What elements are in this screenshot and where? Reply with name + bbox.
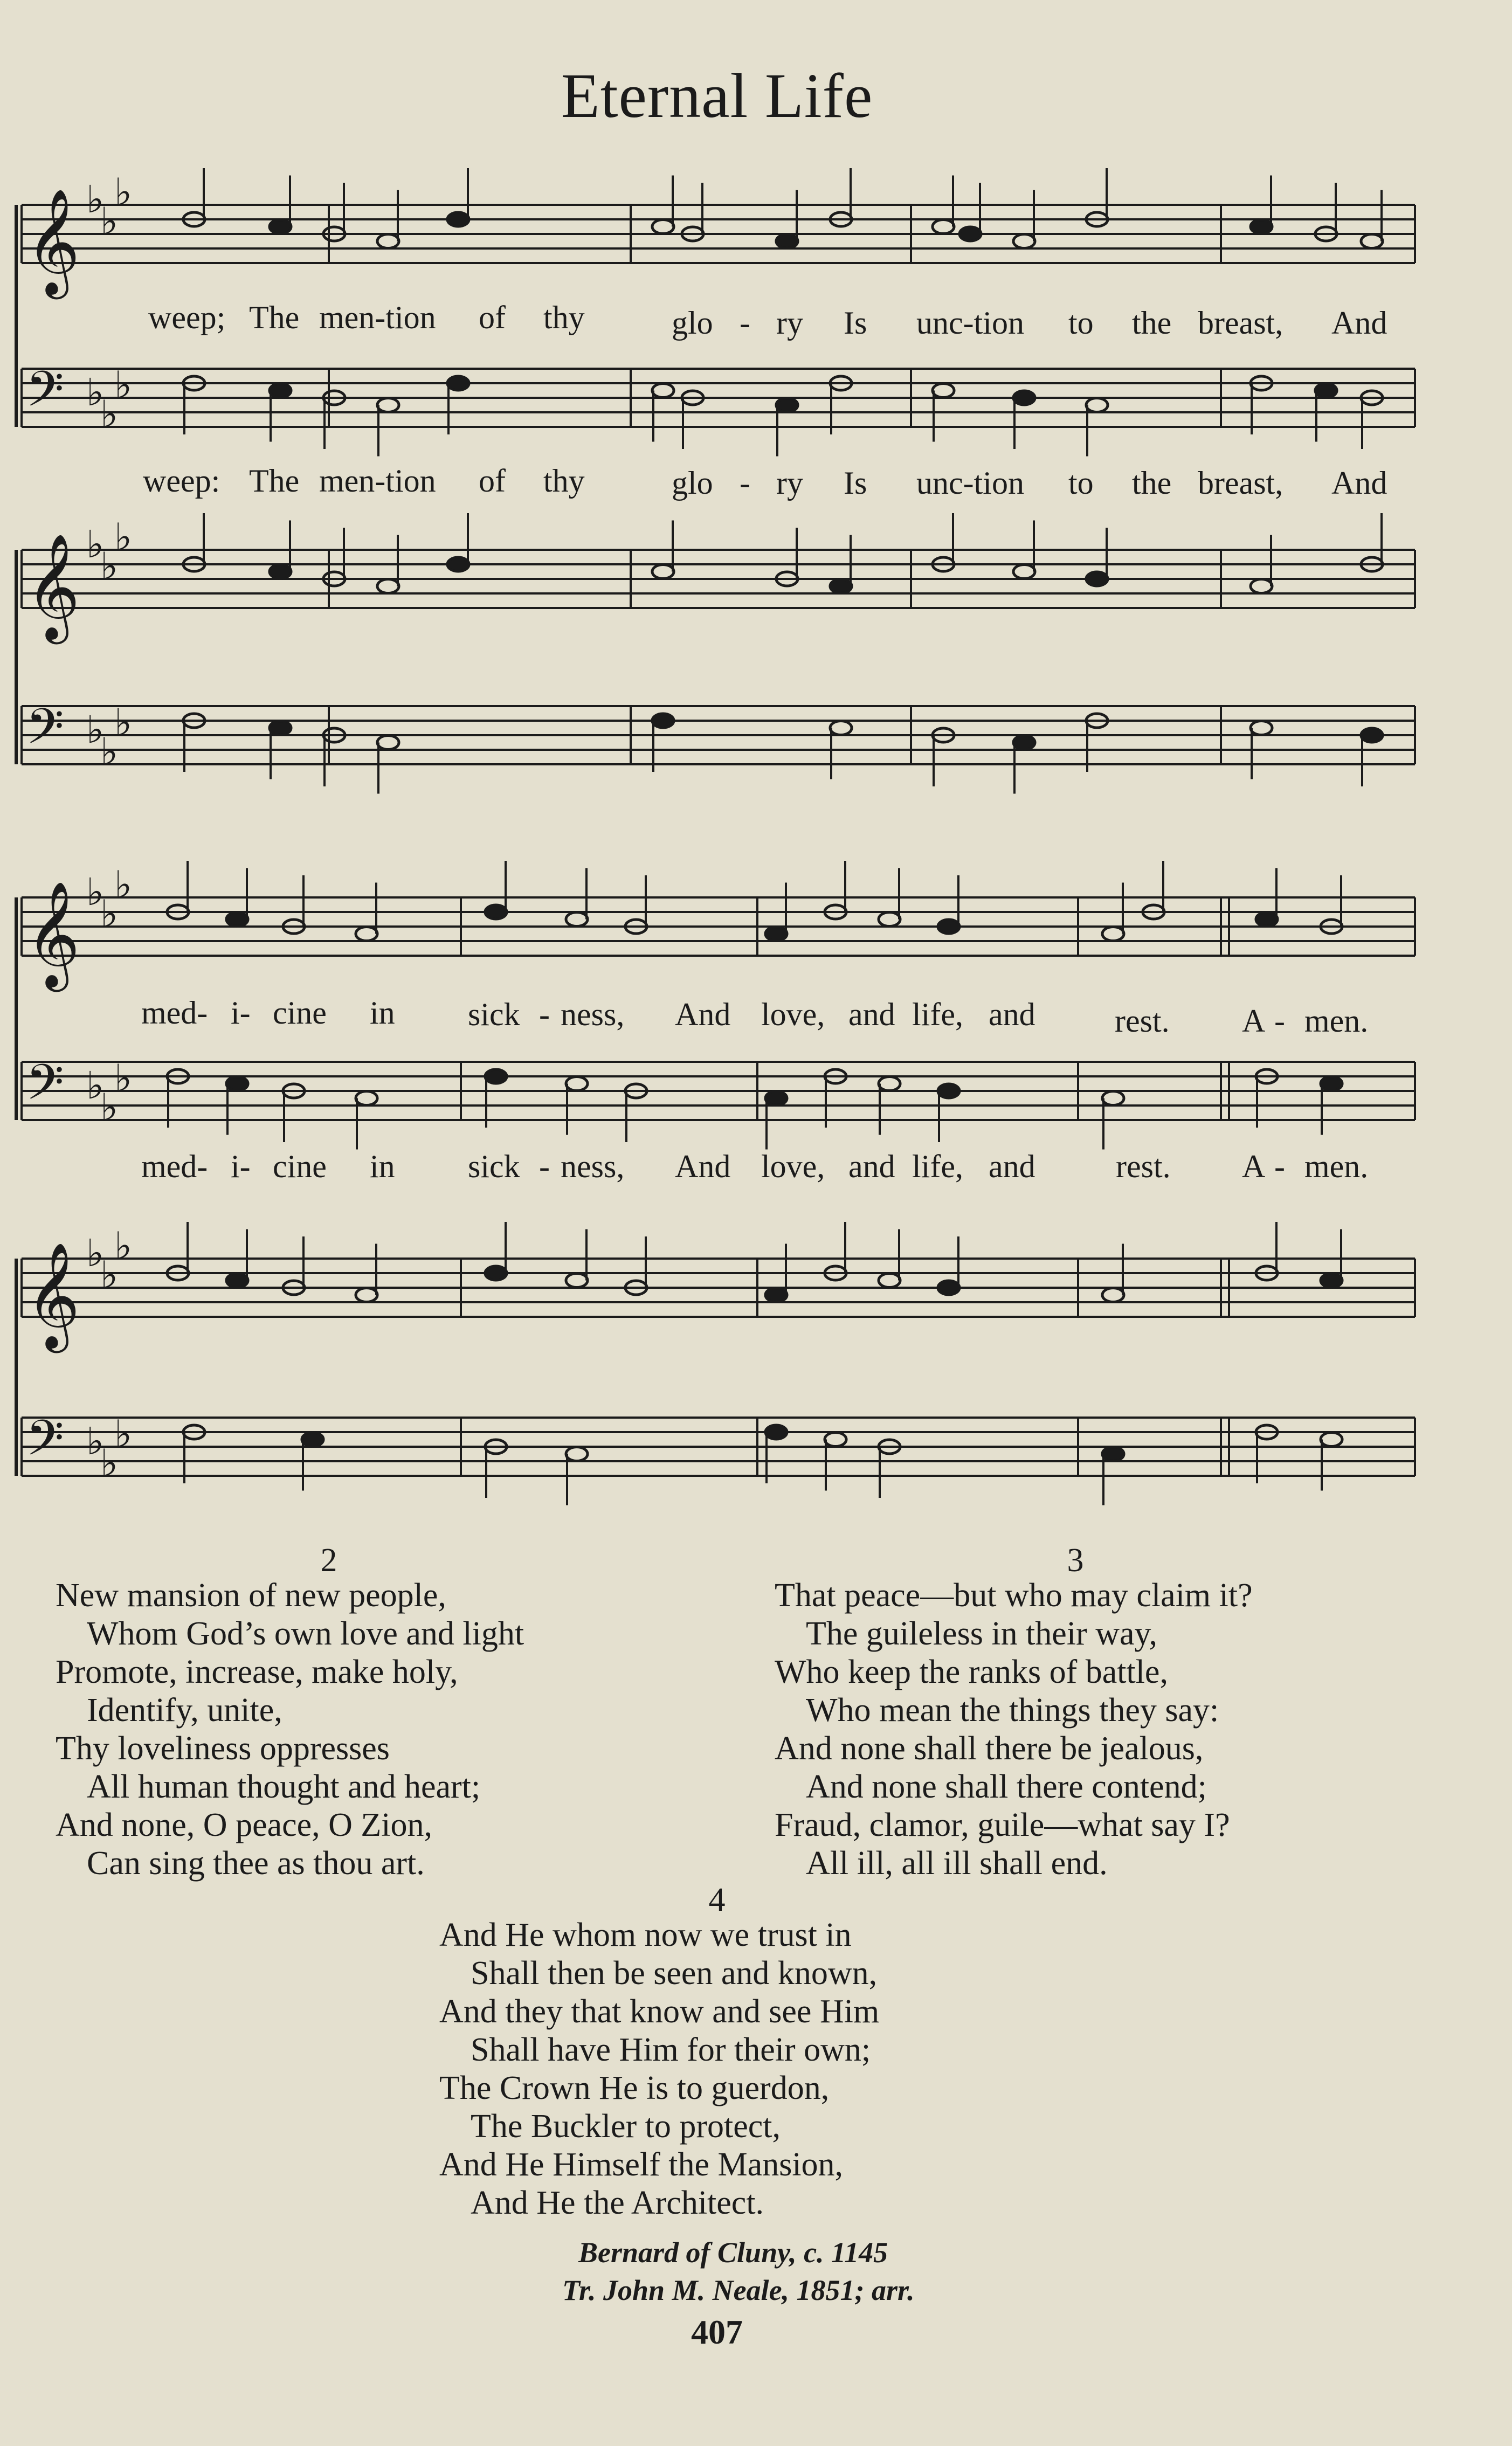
note-icon [377,234,399,248]
lyric-word: The [249,463,300,499]
note-icon [356,1288,377,1302]
note-icon [1013,391,1035,405]
lyric-word: thy [543,300,585,335]
flat-icon: ♭ [86,708,105,752]
verse-number: 3 [1067,1542,1084,1579]
note-icon [1102,1091,1124,1105]
flat-icon: ♭ [114,170,133,215]
verse-line: And He Himself the Mansion, [439,2146,844,2183]
lyric-word: A [1242,1003,1266,1039]
lyric-word: rest. [1116,1149,1171,1184]
note-icon [566,913,588,927]
lyric-word: life, [912,1149,963,1184]
lyric-word: - [539,997,550,1032]
note-icon [1251,220,1272,234]
flat-icon: ♭ [86,370,105,414]
verse-line: Shall have Him for their own; [471,2032,871,2068]
lyric-word: ry [776,465,803,501]
lyric-word: And [675,1149,731,1184]
lyric-word: med- [141,1149,208,1184]
verse-line: Promote, increase, make holy, [56,1654,458,1690]
note-icon [356,927,377,941]
note-icon [776,234,798,248]
verse-line: And none shall there be jealous, [775,1730,1204,1767]
note-icon [1013,736,1035,750]
lyric-word: The [249,300,300,335]
flat-icon: ♭ [114,700,133,745]
lyric-word: and [989,1149,1035,1184]
note-icon [226,1077,248,1091]
note-icon [765,1425,787,1439]
verse-3 [775,1577,1253,1883]
lyric-word: And [1331,465,1387,501]
lyric-word: - [539,1149,550,1184]
note-icon [566,1447,588,1461]
note-icon [938,920,959,934]
verse-line: And none shall there contend; [806,1768,1207,1805]
flat-icon: ♭ [114,1224,133,1268]
note-icon [938,1084,959,1098]
flat-icon: ♭ [86,1231,105,1275]
verse-line: And He whom now we trust in [439,1917,852,1953]
note-icon [959,227,981,241]
page-number: 407 [691,2313,743,2351]
note-icon [270,220,291,234]
note-icon [1321,1077,1342,1091]
lyric-word: to [1068,305,1094,341]
lyric-word: - [1274,1003,1285,1039]
verse-line: Fraud, clamor, guile—what say I? [775,1807,1230,1843]
flat-icon: ♭ [100,1085,119,1130]
verse-2 [56,1577,524,1883]
lyric-word: weep: [143,463,220,499]
treble-clef-icon: 𝄞 [26,533,80,640]
verse-line: The guileless in their way, [806,1615,1157,1652]
note-icon [1251,579,1272,593]
flat-icon: ♭ [100,1441,119,1485]
flat-icon: ♭ [86,870,105,914]
flat-icon: ♭ [86,1419,105,1463]
lyric-word: - [740,305,750,341]
lyric-word: cine [273,1149,327,1184]
lyric-word: - [1274,1149,1285,1184]
note-icon [1102,927,1124,941]
lyric-word: men-tion [319,463,436,499]
lyric-word: and [848,997,895,1032]
flat-icon: ♭ [114,1056,133,1101]
bass-clef-icon: 𝄢 [26,698,64,767]
bass-clef-icon: 𝄢 [26,1054,64,1123]
treble-clef-icon: 𝄞 [26,188,80,295]
flat-icon: ♭ [100,729,119,774]
flat-icon: ♭ [100,392,119,437]
lyric-word: to [1068,465,1094,501]
note-icon [1013,234,1035,248]
lyric-word: rest. [1115,1003,1170,1039]
note-icon [302,1433,323,1447]
note-icon [1256,913,1278,927]
bass-clef-icon: 𝄢 [26,1409,64,1478]
lyric-word: breast, [1198,465,1283,501]
verse-line: Who keep the ranks of battle, [775,1654,1168,1690]
note-icon [938,1281,959,1295]
verse-line: The Buckler to protect, [471,2108,781,2145]
lyric-word: i- [231,995,251,1031]
verse-line: And they that know and see Him [439,1993,880,2030]
verse-4 [439,1916,879,2222]
lyric-word: And [1331,305,1387,341]
flat-icon: ♭ [86,1063,105,1108]
lyric-word: life, [912,997,963,1032]
note-icon [652,384,674,398]
lyric-word: love, [761,1149,825,1184]
note-icon [830,579,852,593]
flat-icon: ♭ [114,1412,133,1456]
lyric-word: Is [844,305,867,341]
lyric-word: in [370,1149,395,1184]
lyric-word: A [1242,1149,1266,1184]
flat-icon: ♭ [86,177,105,222]
note-icon [933,384,954,398]
note-icon [485,1069,507,1083]
note-icon [1321,1433,1342,1447]
note-icon [566,1274,588,1288]
flat-icon: ♭ [86,522,105,566]
note-icon [765,927,787,941]
note-icon [1086,572,1108,586]
note-icon [447,376,469,390]
note-icon [447,212,469,226]
lyric-word: cine [273,995,327,1031]
note-icon [1251,721,1272,735]
note-icon [270,721,291,735]
lyric-word: the [1132,465,1172,501]
treble-clef-icon: 𝄞 [26,1242,80,1349]
bass-clef-icon: 𝄢 [26,361,64,430]
translator-credit: Tr. John M. Neale, 1851; arr. [562,2274,915,2306]
note-icon [270,565,291,579]
author-credit: Bernard of Cluny, c. 1145 [578,2236,888,2269]
note-icon [765,1288,787,1302]
verse-line: And none, O peace, O Zion, [56,1807,433,1843]
lyric-word: men. [1304,1149,1369,1184]
note-icon [933,220,954,234]
lyric-word: in [370,995,395,1031]
flat-icon: ♭ [100,199,119,244]
verse-line: That peace—but who may claim it? [775,1577,1253,1614]
lyric-word: the [1132,305,1172,341]
note-icon [879,1077,900,1091]
verse-line: Identify, unite, [87,1692,282,1729]
note-icon [226,913,248,927]
lyric-word: ness, [561,997,625,1032]
verse-line: Whom God’s own love and light [87,1615,524,1652]
verse-line: Can sing thee as thou art. [87,1845,425,1882]
lyric-word: weep; [148,300,226,335]
note-icon [1086,398,1108,412]
flat-icon: ♭ [114,363,133,407]
flat-icon: ♭ [100,892,119,936]
verse-number: 2 [320,1542,337,1579]
note-icon [270,384,291,398]
note-icon [356,1091,377,1105]
note-icon [447,557,469,571]
verse-number: 4 [708,1882,726,1918]
note-icon [830,721,852,735]
lyric-word: - [740,465,750,501]
note-icon [1361,728,1383,742]
lyric-word: glo [672,305,713,341]
lyric-word: and [848,1149,895,1184]
note-icon [1013,565,1035,579]
flat-icon: ♭ [114,515,133,559]
verse-line: The Crown He is to guerdon, [439,2070,830,2106]
note-icon [652,565,674,579]
note-icon [1102,1447,1124,1461]
lyric-word: love, [761,997,825,1032]
lyric-word: of [479,300,506,335]
flat-icon: ♭ [100,544,119,589]
treble-clef-icon: 𝄞 [26,881,80,987]
lyric-word: i- [231,1149,251,1184]
note-icon [377,398,399,412]
note-icon [879,1274,900,1288]
lyric-word: sick [468,1149,520,1184]
note-icon [1361,234,1383,248]
flat-icon: ♭ [114,862,133,907]
note-icon [1321,1274,1342,1288]
lyric-word: men. [1304,1003,1369,1039]
verse-line: All ill, all ill shall end. [806,1845,1108,1882]
lyric-word: ness, [561,1149,625,1184]
lyric-word: men-tion [319,300,436,335]
lyric-word: med- [141,995,208,1031]
flat-icon: ♭ [100,1253,119,1297]
note-icon [765,1091,787,1105]
note-icon [1102,1288,1124,1302]
note-icon [485,905,507,919]
lyric-word: thy [543,463,585,499]
note-icon [825,1433,846,1447]
lyric-word: Is [844,465,867,501]
hymn-title: Eternal Life [561,60,873,131]
verse-line: All human thought and heart; [87,1768,481,1805]
lyric-word: and [989,997,1035,1032]
lyric-word: unc-tion [916,305,1024,341]
verse-line: Who mean the things they say: [806,1692,1219,1729]
note-icon [652,714,674,728]
note-icon [879,913,900,927]
lyric-word: of [479,463,506,499]
lyric-word: glo [672,465,713,501]
verse-line: Shall then be seen and known, [471,1955,878,1992]
verse-line: And He the Architect. [471,2185,764,2221]
note-icon [485,1266,507,1280]
note-icon [566,1077,588,1091]
note-icon [776,398,798,412]
lyric-word: And [675,997,731,1032]
verse-line: New mansion of new people, [56,1577,446,1614]
note-icon [652,220,674,234]
note-icon [1315,384,1337,398]
verse-line: Thy loveliness oppresses [56,1730,390,1767]
note-icon [377,736,399,750]
lyric-word: sick [468,997,520,1032]
note-icon [226,1274,248,1288]
note-icon [377,579,399,593]
lyric-word: unc-tion [916,465,1024,501]
lyric-word: breast, [1198,305,1283,341]
lyric-word: ry [776,305,803,341]
